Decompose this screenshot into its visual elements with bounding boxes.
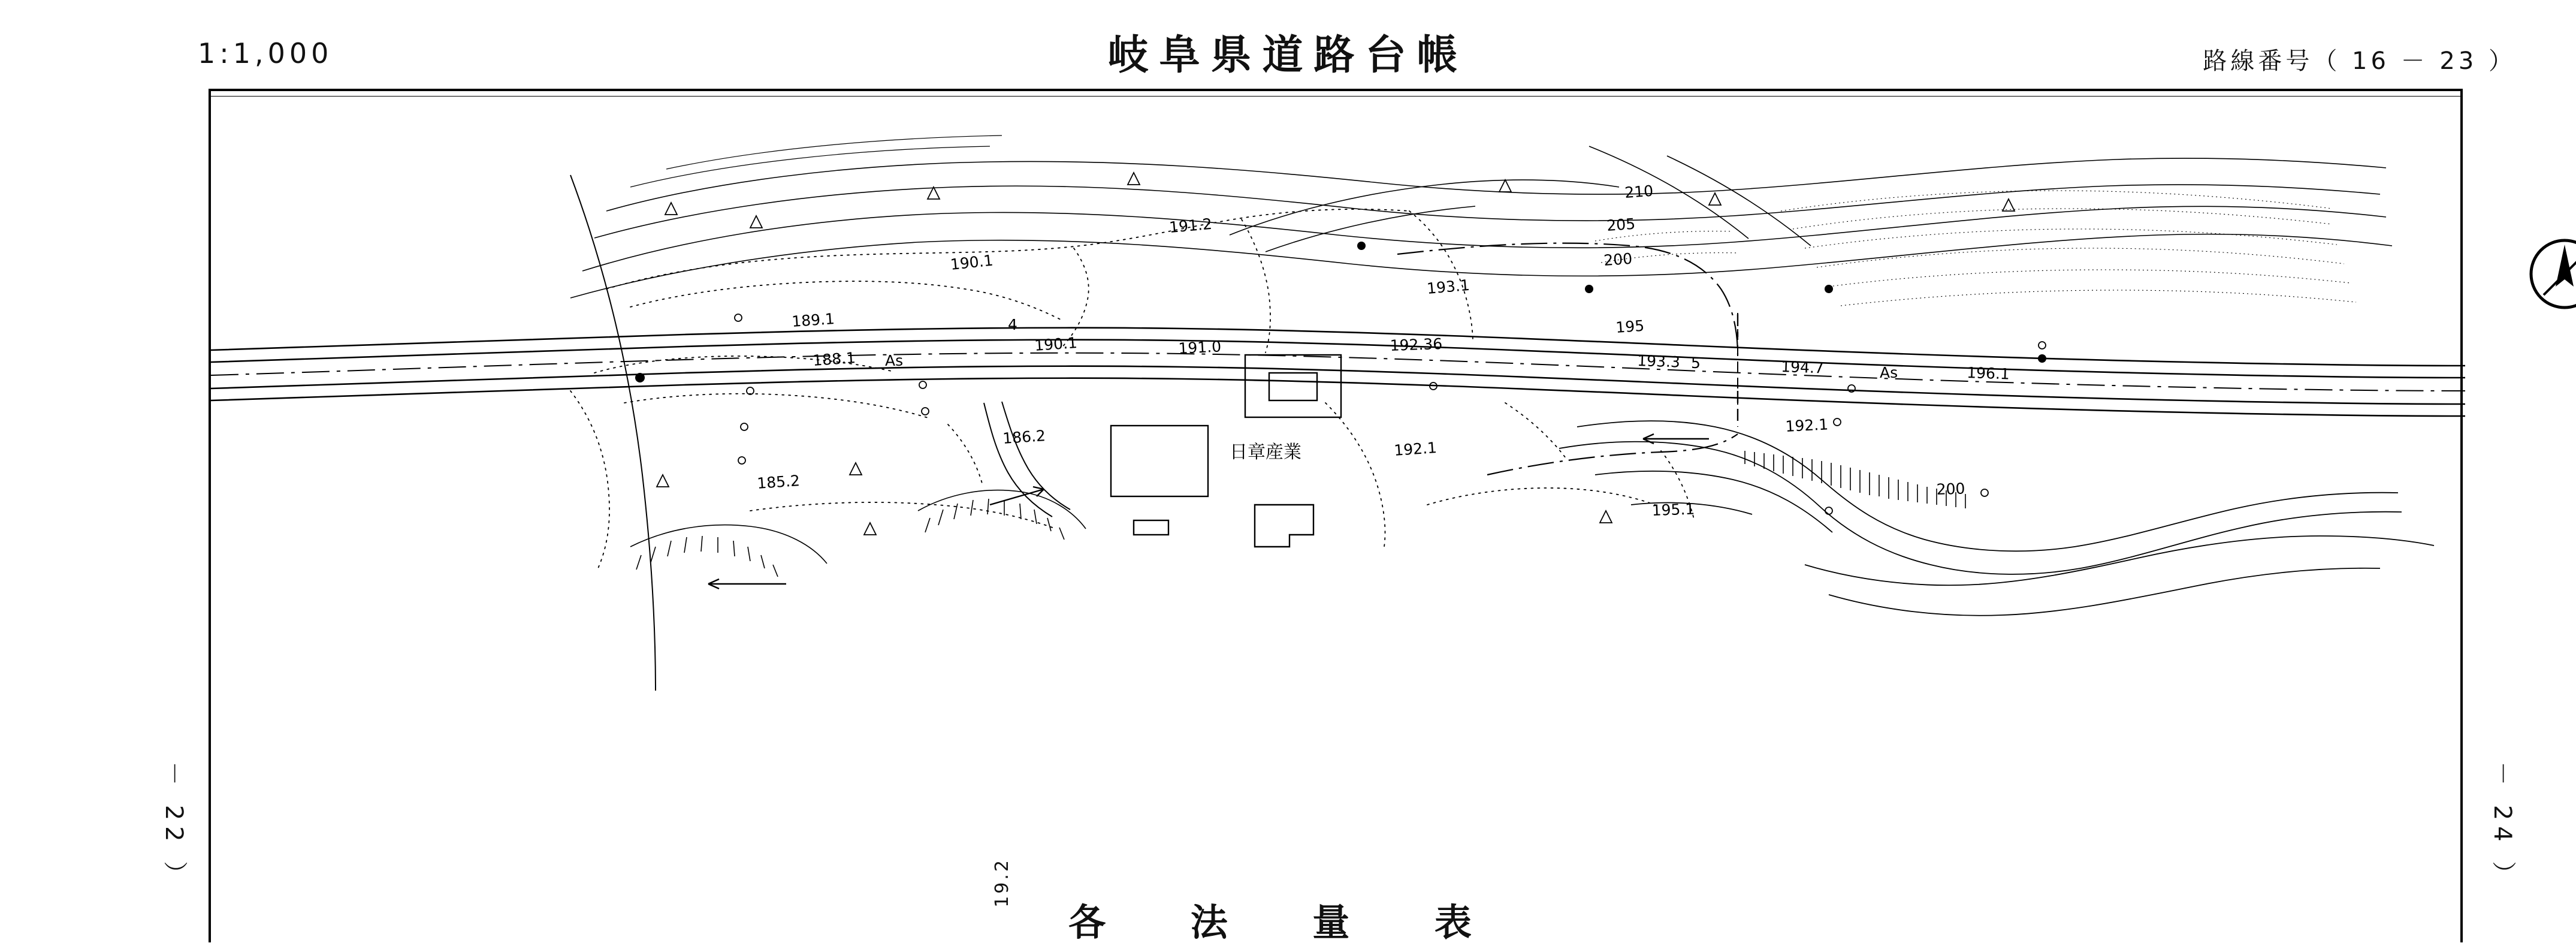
svg-text:193.1: 193.1: [1426, 276, 1470, 297]
bottom-side-label: 19.2: [992, 858, 1013, 908]
svg-text:188.1: 188.1: [812, 349, 856, 369]
svg-text:195.1: 195.1: [1651, 500, 1695, 519]
svg-text:190.1: 190.1: [1034, 334, 1078, 354]
svg-text:192.1: 192.1: [1784, 415, 1829, 435]
svg-text:As: As: [885, 352, 904, 369]
map-drawing: [211, 91, 2465, 945]
svg-text:192.1: 192.1: [1393, 439, 1438, 459]
svg-text:191.2: 191.2: [1168, 215, 1213, 236]
svg-text:189.1: 189.1: [791, 310, 835, 330]
north-arrow-icon: [2526, 235, 2576, 313]
svg-text:191.0: 191.0: [1177, 338, 1222, 357]
svg-text:190.1: 190.1: [949, 251, 994, 273]
svg-text:192.36: 192.36: [1390, 335, 1443, 354]
svg-text:196.1: 196.1: [1966, 364, 2010, 383]
svg-text:5: 5: [1691, 354, 1701, 372]
right-page-number: － 24 ）: [2489, 761, 2516, 891]
svg-text:205: 205: [1606, 215, 1636, 234]
left-page-number: － 22 ）: [160, 761, 188, 891]
svg-text:185.2: 185.2: [756, 472, 801, 492]
bottom-caption: 各 法 量 表: [1068, 900, 1508, 944]
svg-text:193.3: 193.3: [1636, 352, 1681, 371]
svg-text:日章産業: 日章産業: [1230, 442, 1301, 462]
page-title: 岐阜県道路台帳: [1107, 32, 1469, 79]
svg-text:186.2: 186.2: [1002, 427, 1046, 447]
svg-text:As: As: [1880, 364, 1898, 381]
svg-text:200: 200: [1603, 249, 1633, 269]
svg-text:195: 195: [1615, 317, 1645, 336]
sheet-header: [0, 0, 2576, 90]
svg-text:4: 4: [1008, 316, 1017, 333]
map-frame: [209, 89, 2463, 942]
route-number-label: 路線番号（ 16 － 23 ）: [2203, 47, 2516, 75]
svg-text:194.7: 194.7: [1780, 358, 1825, 377]
svg-text:200: 200: [1936, 480, 1965, 498]
scale-label: 1:1,000: [198, 37, 333, 70]
svg-text:210: 210: [1624, 182, 1654, 201]
